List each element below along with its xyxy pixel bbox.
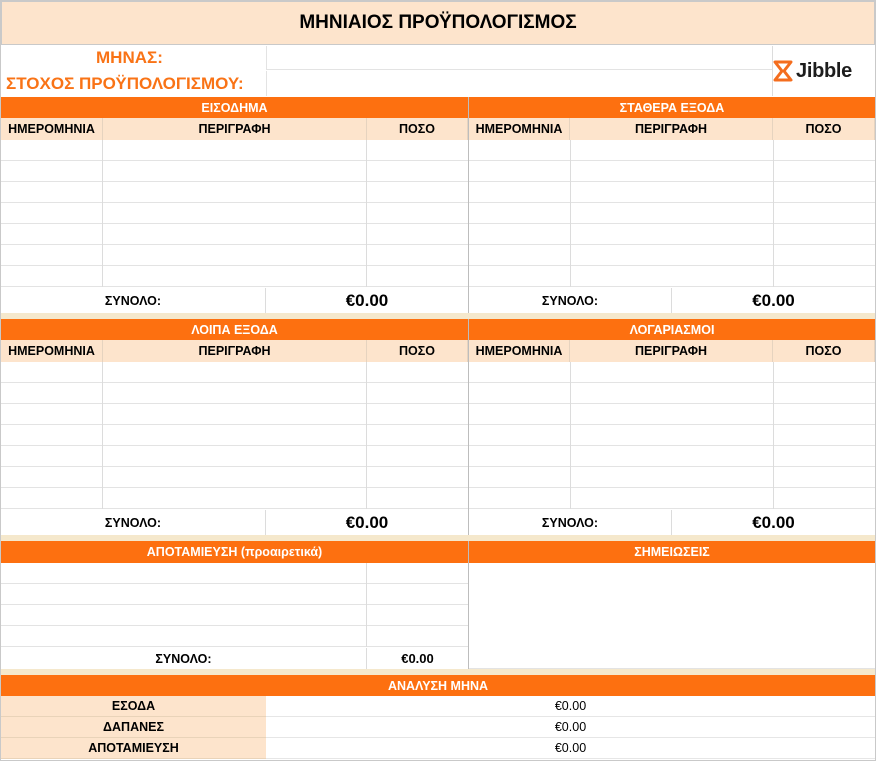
other-date-header: ΗΜΕΡΟΜΗΝΙΑ bbox=[1, 340, 103, 362]
month-label: ΜΗΝΑΣ: bbox=[96, 48, 163, 67]
table-row[interactable] bbox=[469, 383, 875, 404]
income-description-header: ΠΕΡΙΓΡΑΦΗ bbox=[103, 118, 367, 140]
bills-amount-header: ΠΟΣΟ bbox=[773, 340, 875, 362]
table-row[interactable] bbox=[1, 266, 468, 287]
table-row[interactable] bbox=[1, 563, 468, 584]
other-total-label: ΣΥΝΟΛΟ: bbox=[104, 515, 162, 530]
table-row[interactable] bbox=[469, 140, 875, 161]
bills-date-header: ΗΜΕΡΟΜΗΝΙΑ bbox=[469, 340, 570, 362]
table-row[interactable] bbox=[469, 446, 875, 467]
table-row[interactable] bbox=[469, 266, 875, 287]
table-row[interactable] bbox=[1, 446, 468, 467]
income-date-header: ΗΜΕΡΟΜΗΝΙΑ bbox=[1, 118, 103, 140]
table-row[interactable] bbox=[1, 404, 468, 425]
income-total-value: €0.00 bbox=[345, 290, 389, 310]
table-row[interactable] bbox=[1, 488, 468, 509]
table-row[interactable] bbox=[469, 224, 875, 245]
analysis-income-label: ΕΣΟΔΑ bbox=[1, 696, 266, 717]
other-description-header: ΠΕΡΙΓΡΑΦΗ bbox=[103, 340, 367, 362]
table-row[interactable] bbox=[1, 383, 468, 404]
notes-area[interactable] bbox=[469, 563, 875, 669]
fixed-description-header: ΠΕΡΙΓΡΑΦΗ bbox=[570, 118, 773, 140]
income-table[interactable] bbox=[1, 140, 468, 287]
table-row[interactable] bbox=[1, 425, 468, 446]
savings-total-label: ΣΥΝΟΛΟ: bbox=[155, 651, 212, 666]
jibble-logo bbox=[773, 57, 852, 85]
table-row[interactable] bbox=[1, 182, 468, 203]
table-row[interactable] bbox=[1, 626, 468, 647]
table-row[interactable] bbox=[469, 182, 875, 203]
income-total-label: ΣΥΝΟΛΟ: bbox=[104, 293, 162, 308]
bills-section-title: ΛΟΓΑΡΙΑΣΜΟΙ bbox=[469, 319, 875, 340]
analysis-expenses-value: €0.00 bbox=[266, 717, 875, 738]
table-row[interactable] bbox=[1, 224, 468, 245]
bills-total-value: €0.00 bbox=[752, 512, 795, 532]
table-row[interactable] bbox=[1, 467, 468, 488]
savings-total-value: €0.00 bbox=[401, 651, 434, 666]
table-row[interactable] bbox=[1, 140, 468, 161]
notes-section-title: ΣΗΜΕΙΩΣΕΙΣ bbox=[469, 541, 875, 563]
other-table[interactable] bbox=[1, 362, 468, 509]
other-amount-header: ΠΟΣΟ bbox=[367, 340, 468, 362]
other-total-value: €0.00 bbox=[345, 512, 389, 532]
table-row[interactable] bbox=[1, 362, 468, 383]
analysis-savings-value: €0.00 bbox=[266, 738, 875, 759]
fixed-date-header: ΗΜΕΡΟΜΗΝΙΑ bbox=[469, 118, 570, 140]
budget-goal-label: ΣΤΟΧΟΣ ΠΡΟΫΠΟΛΟΓΙΣΜΟΥ: bbox=[6, 74, 244, 93]
month-input[interactable] bbox=[266, 46, 772, 70]
table-row[interactable] bbox=[469, 161, 875, 182]
analysis-savings-label: ΑΠΟΤΑΜΙΕΥΣΗ bbox=[1, 738, 266, 759]
bills-description-header: ΠΕΡΙΓΡΑΦΗ bbox=[570, 340, 773, 362]
table-row[interactable] bbox=[469, 467, 875, 488]
income-section-title: ΕΙΣΟΔΗΜΑ bbox=[1, 97, 468, 118]
budget-goal-input[interactable] bbox=[266, 71, 772, 96]
fixed-section-title: ΣΤΑΘΕΡΑ ΕΞΟΔΑ bbox=[469, 97, 875, 118]
income-amount-header: ΠΟΣΟ bbox=[367, 118, 468, 140]
table-row[interactable] bbox=[1, 605, 468, 626]
bills-table[interactable] bbox=[469, 362, 875, 509]
page-title: ΜΗΝΙΑΙΟΣ ΠΡΟΫΠΟΛΟΓΙΣΜΟΣ bbox=[1, 1, 875, 45]
fixed-amount-header: ΠΟΣΟ bbox=[773, 118, 875, 140]
table-row[interactable] bbox=[469, 203, 875, 224]
table-row[interactable] bbox=[1, 245, 468, 266]
fixed-total-value: €0.00 bbox=[752, 290, 795, 310]
bills-total-label: ΣΥΝΟΛΟ: bbox=[541, 515, 599, 530]
savings-section-title: ΑΠΟΤΑΜΙΕΥΣΗ (προαιρετικά) bbox=[1, 541, 468, 563]
analysis-expenses-label: ΔΑΠΑΝΕΣ bbox=[1, 717, 266, 738]
logo-text: Jibble bbox=[796, 59, 852, 82]
table-row[interactable] bbox=[469, 425, 875, 446]
table-row[interactable] bbox=[469, 362, 875, 383]
table-row[interactable] bbox=[469, 245, 875, 266]
other-section-title: ΛΟΙΠΑ ΕΞΟΔΑ bbox=[1, 319, 468, 340]
jibble-logo-icon bbox=[773, 60, 793, 82]
table-row[interactable] bbox=[1, 203, 468, 224]
fixed-total-label: ΣΥΝΟΛΟ: bbox=[541, 293, 599, 308]
fixed-table[interactable] bbox=[469, 140, 875, 287]
table-row[interactable] bbox=[469, 488, 875, 509]
savings-table[interactable] bbox=[1, 563, 468, 647]
analysis-income-value: €0.00 bbox=[266, 696, 875, 717]
analysis-section-title: ΑΝΑΛΥΣΗ ΜΗΝΑ bbox=[1, 675, 875, 696]
table-row[interactable] bbox=[469, 404, 875, 425]
table-row[interactable] bbox=[1, 161, 468, 182]
table-row[interactable] bbox=[1, 584, 468, 605]
